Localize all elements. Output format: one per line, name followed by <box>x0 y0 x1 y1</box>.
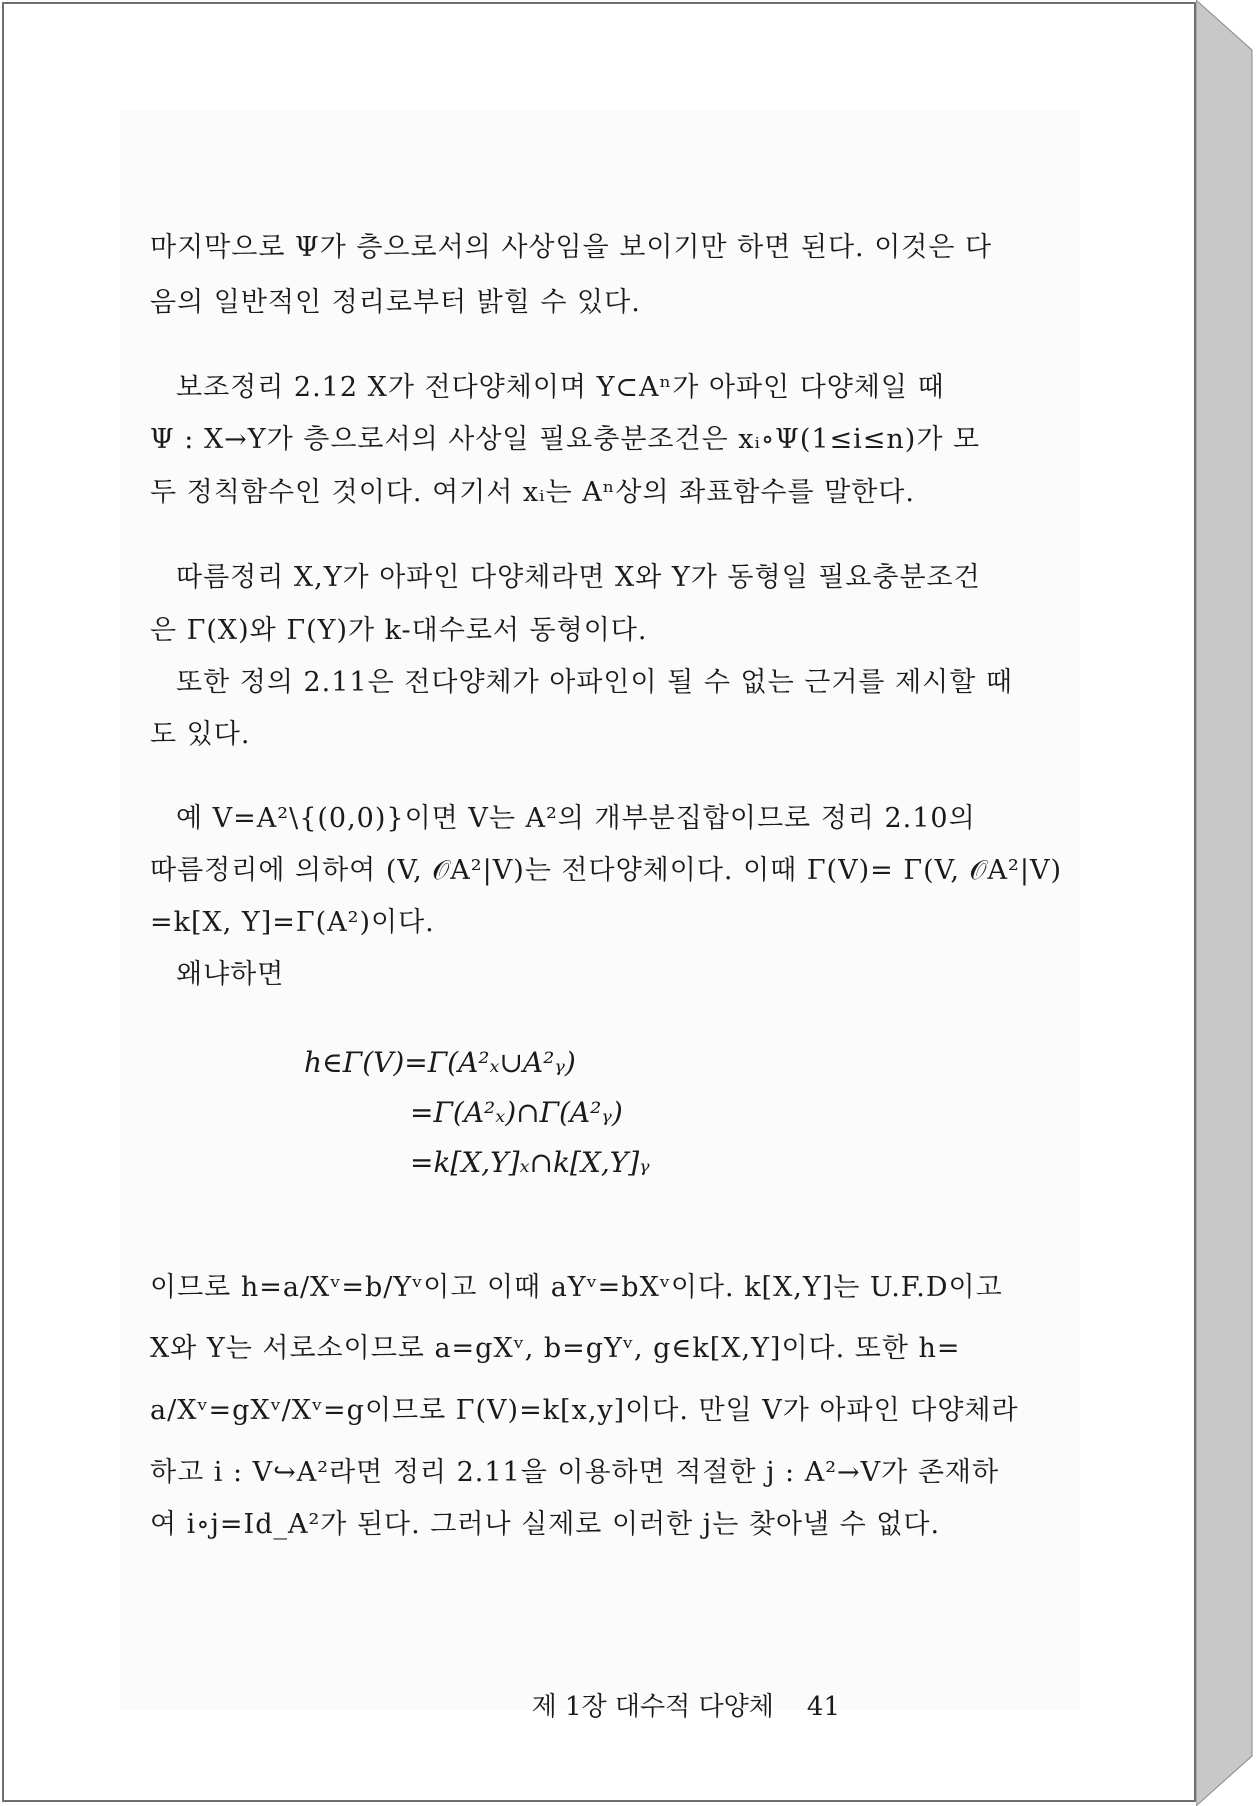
paragraph-line: 음의 일반적인 정리로부터 밝힐 수 있다. <box>150 287 641 318</box>
corollary-line: 따름정리 X,Y가 아파인 다양체라면 X와 Y가 동형일 필요충분조건 <box>176 562 981 593</box>
paragraph-line: a/Xᵛ=gXᵛ/Xᵛ=g이므로 Γ(V)=k[x,y]이다. 만일 V가 아파인 다양체라 <box>150 1395 1019 1426</box>
paragraph-line: 또한 정의 2.11은 전다양체가 아파인이 될 수 없는 근거를 제시할 때 <box>176 667 1013 698</box>
example-line: 왜냐하면 <box>176 959 285 990</box>
page-number: 41 <box>806 1692 840 1722</box>
example-line: 예 V=A²\{(0,0)}이면 V는 A²의 개부분집합이므로 정리 2.10의 <box>176 803 976 834</box>
book-page <box>120 110 1080 1722</box>
paragraph-line: 마지막으로 Ψ가 층으로서의 사상임을 보이기만 하면 된다. 이것은 다 <box>150 232 993 263</box>
paragraph-line: 이므로 h=a/Xᵛ=b/Yᵛ이고 이때 aYᵛ=bXᵛ이다. k[X,Y]는 U.F.D이고 <box>150 1272 1003 1303</box>
example-line: 따름정리에 의하여 (V, 𝒪A²|V)는 전다양체이다. 이때 Γ(V)= Γ(V, 𝒪A²|V) <box>150 855 1063 886</box>
equation-line: h∈Γ(V)=Γ(A²ₓ∪A²ᵧ) <box>304 1046 576 1079</box>
paragraph-line: X와 Y는 서로소이므로 a=gXᵛ, b=gYᵛ, g∈k[X,Y]이다. 또한 h= <box>150 1333 961 1364</box>
lemma-line: 두 정칙함수인 것이다. 여기서 xᵢ는 Aⁿ상의 좌표함수를 말한다. <box>150 477 915 508</box>
lemma-line: Ψ : X→Y가 층으로서의 사상일 필요충분조건은 xᵢ∘Ψ(1≤i≤n)가 모 <box>150 424 981 455</box>
lemma-line: 보조정리 2.12 X가 전다양체이며 Y⊂Aⁿ가 아파인 다양체일 때 <box>176 372 945 403</box>
corollary-line: 은 Γ(X)와 Γ(Y)가 k-대수로서 동형이다. <box>150 615 648 646</box>
paragraph-line: 하고 i : V↪A²라면 정리 2.11을 이용하면 적절한 j : A²→V가 존재하 <box>150 1457 1000 1488</box>
page-edge <box>1196 0 1256 1806</box>
equation-line: =k[X,Y]ₓ∩k[X,Y]ᵧ <box>410 1146 650 1179</box>
chapter-title: 제 1장 대수적 다양체 <box>531 1692 774 1722</box>
example-line: =k[X, Y]=Γ(A²)이다. <box>150 907 435 938</box>
paragraph-line: 도 있다. <box>150 719 251 750</box>
page-footer <box>532 1686 840 1723</box>
paragraph-line: 여 i∘j=Id_A²가 된다. 그러나 실제로 이러한 j는 찾아낼 수 없다. <box>150 1509 941 1540</box>
equation-line: =Γ(A²ₓ)∩Γ(A²ᵧ) <box>410 1096 623 1129</box>
